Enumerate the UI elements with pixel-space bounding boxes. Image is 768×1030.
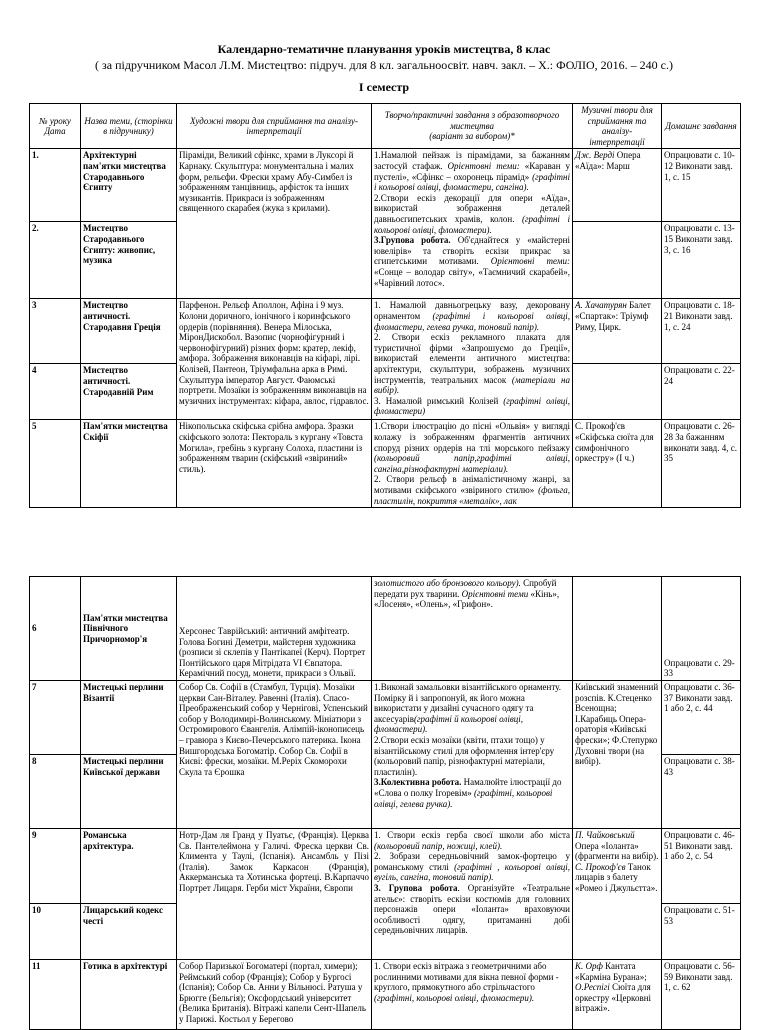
- task-themes-label: Орієнтовні теми:: [447, 160, 520, 171]
- lesson-theme: Лицарський кодекс честі: [81, 904, 177, 960]
- homework-cell: Опрацювати с. 36-37 Виконати завд. 1 або 2, с. 44: [662, 681, 741, 755]
- task-materials: (графітні й кольорові олівці, фломастери).: [374, 713, 524, 735]
- composer: П. Чайковський: [575, 830, 635, 840]
- tasks-cell: [372, 829, 573, 960]
- task-text: 1.Виконай замальовки візантійського орнаменту. Помірку й і запропонуй, як його можна використати у дизайні сучасного одягу та аксесуарів: [374, 682, 561, 724]
- header-music: Музичні твори для сприймання та аналізу-інтерпретації: [573, 104, 662, 149]
- homework-cell: Опрацювати с. 10-12 Виконати завд. 1, с. 15: [662, 149, 741, 222]
- tasks-cell: [372, 420, 573, 508]
- task-themes: «Караван у пустелі», «Сфінкс – охоронець пірамід»: [374, 160, 570, 182]
- lesson-theme: Романська архітектура.: [81, 829, 177, 904]
- homework-cell: Опрацювати с. 29-33: [662, 577, 741, 681]
- homework-cell: Опрацювати с. 26-28 За бажанням виконати завд. 4, с. 35: [662, 420, 741, 508]
- art-works-cell: Собор Св. Софії в (Стамбул, Турція). Мозаїки церкви Сан-Віталеу. Равенні (Італія). Спасо-Преображенський собор у Чернігові, Успенський собор у Володимирі-Волинському. Мініатюри з Остромирового Євангелія. Алімпій-іконописець – гравюра з Києво-Печерського патерика. Ікона Вишгородська Богоматір. Собор Св. Софії в Києві: фрески, мозаїки. М.Реріх Скоморохи Скула та Єрошка: [177, 681, 372, 829]
- task-themes-label: Орієнтовні теми:: [490, 256, 570, 267]
- task-text: 2. Створи рельєф в анімалістичному жанрі, за мотивами скіфського «звіриного стилю»: [374, 474, 570, 495]
- task-text: 2. Створи ескіз рекламного плаката для туристичної фірми «Запрошуємо до Греції», використай елементи античного мистецтва: архітектури, скульптури, зображень музичних інструментів, театральних масок: [374, 332, 570, 385]
- task-materials: (фольга, пластилін, покриття «металік», лак: [374, 484, 570, 506]
- homework-cell: Опрацювати с. 56-59 Виконати завд. 1, с. 62: [662, 960, 741, 1030]
- lesson-number: 7: [30, 681, 81, 755]
- task-text: 1.Створи ілюстрацію до пісні «Ольвія» у вигляді колажу із зображенням фрагментів античних споруд різних ордерів на тлі морського пейзажу: [374, 421, 570, 453]
- music-work: Танок лицарів з балету «Ромео і Джульєтта».: [575, 861, 658, 893]
- task-text: 2.Створи ескіз мозаїки (квіти, птахи тощо) у візантійському стилі для оформлення інтер'єру (кольоровий папір, різнофактурні матеріали, пластилін).: [374, 734, 555, 777]
- table-row: [30, 299, 741, 364]
- composer: А. Хачатурян: [575, 300, 627, 311]
- task-text: 2. Зобрази середньовічний замок-фортецю у романському стилі: [374, 851, 570, 872]
- task-materials: (графітні і кольорові олівці, фломастери, сангіна).: [374, 171, 570, 193]
- art-works-cell: Нотр-Дам ля Гранд у Пуатьє, (Франція). Церква Св. Пантелеймона у Галичі. Фреска церкви Св. Климента у Таулі, (Іспанія). Ансамбль у Пізі (Італія). Замок Каркасон (Франція), Аккерманська та Хотинська фортеці. В.Карпаччо Портрет Лицаря. Герби міст України, Європи: [177, 829, 372, 960]
- tasks-cell: [372, 149, 573, 299]
- task-materials: (графітні олівці, фломастери): [374, 395, 570, 417]
- lesson-number: 4: [30, 364, 81, 420]
- lesson-number: 2.: [30, 222, 81, 299]
- task-materials: (графітні і кольорові олівці, фломастери).: [374, 213, 570, 235]
- music-work: Балет «Спартак»: Тріумф Риму, Цирк.: [575, 300, 651, 332]
- music-work: Опера «Іоланта» (фрагменти на вибір).: [575, 840, 659, 862]
- table-row: [30, 681, 741, 755]
- composer: К. Орф: [575, 961, 603, 971]
- homework-cell: Опрацювати с. 51-53: [662, 904, 741, 960]
- homework-cell: Опрацювати с. 13-15 Виконати завд. 3, с. 16: [662, 222, 741, 299]
- lesson-theme: Мистецтво античності. Стародавня Греція: [81, 299, 177, 364]
- task-text: Намалюйте ілюстрації до «Слова о полку Ігоревім»: [374, 777, 562, 798]
- composer: О.Респігі: [575, 982, 610, 993]
- tasks-cell: [372, 299, 573, 420]
- lesson-theme: Мистецтво античності. Стародавній Рим: [81, 364, 177, 420]
- semester-heading: І семестр: [358, 80, 410, 94]
- header-num: № уроку Дата: [30, 104, 81, 149]
- plan-table-page-1: [29, 103, 741, 508]
- homework-cell: Опрацювати с. 46-51 Виконати завд. 1 або 2, с. 54: [662, 829, 741, 904]
- lesson-number: 6: [30, 577, 81, 681]
- art-works-cell: Парфенон. Рельєф Аполлон, Афіна і 9 муз. Колони доричного, іонічного і коринфського ордерів (порівняння). Венера Мілоська, МіронДискобол. Вазопис (чорнофігурний і червонофігурний) різних форм: кратер, лекіф, амфора. Зображення виконавців на кіфарі, лірі. Колізей, Пантеон, Тріумфальна арка в Римі. Скульптура імператор Август. Фаюмські портрети. Мозаїки із зображенням виконавців на музичних інструментах: кіфара, авлос, гідравлос.: [177, 299, 372, 420]
- header-tasks-variant: (варіант за вибором)*: [429, 131, 515, 142]
- lesson-number: 1.: [30, 149, 81, 222]
- table-row: [30, 420, 741, 508]
- music-cell: [573, 364, 662, 420]
- art-works-cell: Нікопольська скіфська срібна амфора. Зразки скіфського золота: Пектораль з кургану «Товста Могила», гребінь з кургану Солоха, пластини із зображенням тварин (скіфський «звіриний» стиль).: [177, 420, 372, 508]
- header-tasks: [372, 104, 573, 149]
- task-themes: «Кінь», «Лосеня», «Олень», «Грифон».: [374, 588, 560, 610]
- task-text: 1. Намалюй давньогрецьку вазу, декоровану орнаментом: [374, 300, 570, 321]
- table-row: [30, 149, 741, 222]
- task-group-label: 3.Групова робота.: [374, 235, 451, 246]
- page-title: Календарно-тематичне планування уроків мистецтва, 8 клас: [217, 42, 551, 56]
- tasks-cell: [372, 681, 573, 829]
- task-materials: (графітні і кольорові олівці, фломастери, гелева ручка, тоновий папір).: [374, 310, 570, 332]
- task-themes: «Сонце – володар світу», «Таємничий скарабей», «Чарівний лотос».: [374, 266, 570, 288]
- music-cell: [573, 299, 662, 364]
- music-cell: [573, 960, 662, 1030]
- task-materials: (кольоровий папір,графітні олівці, сангіна,різнофактурні матеріали).: [374, 453, 570, 474]
- header-art: Художні твори для сприймання та аналізу-інтерпретації: [177, 104, 372, 149]
- lesson-number: 9: [30, 829, 81, 904]
- task-materials: (кольоровий папір, ножиці, клей).: [374, 840, 503, 851]
- task-text: 1. Створи ескіз герба своєї школи або міста: [374, 830, 570, 840]
- task-materials: (графітні, кольорові олівці, гелева ручка).: [374, 787, 553, 809]
- lesson-theme: Готика в архітектурі: [81, 960, 177, 1030]
- task-text: 2.Створи ескіз декорації для опери «Аїда», використай зображення деталей давньоєгипетських храмів, колон.: [374, 192, 570, 224]
- task-text: . Організуйте «Театральне ательє»: створіть ескізи костюмів для головних персонажів опери «Іоланта» враховуючи особливості одягу, притаманні добі середньовічних лицарів.: [374, 882, 570, 936]
- art-works-cell: Собор Паризької Богоматері (портал, химери); Реймський собор (Франція); Собор у Бургосі (Іспанія); Собор Св. Анни у Вільнюсі. Ратуша у Брюгге (Бельгія); Оксфордський університет (Велика Британія). Вітражі капели Сент-Шапель у Парижі. Костьол у Берегово: [177, 960, 372, 1030]
- lesson-theme: Мистецькі перлини Київської держави: [81, 755, 177, 829]
- lesson-number: 3: [30, 299, 81, 364]
- music-cell: С. Прокоф'єв «Скіфська сюїта для симфонічного оркестру» (І ч.): [573, 420, 662, 508]
- page-subtitle: ( за підручником Масол Л.М. Мистецтво: підруч. для 8 кл. загальноосвіт. навч. закл. – Х.: ФОЛІО, 2016. – 240 с.): [95, 58, 673, 72]
- music-cell: [573, 829, 662, 960]
- lesson-theme: Мистецтво Стародавнього Єгипту: живопис, музика: [81, 222, 177, 299]
- music-cell: [573, 577, 662, 681]
- task-text: 1. Створи ескіз вітража з геометричними або рослинними мотивами для вікна певної форми - круглого, прямокутного або стрільчастого: [374, 961, 559, 993]
- lesson-number: 5: [30, 420, 81, 508]
- music-work: Кантата «Карміна Бурана»;: [575, 961, 647, 982]
- music-cell: [573, 149, 662, 222]
- lesson-theme: Пам'ятки мистецтва Північного Причорномор'я: [81, 577, 177, 681]
- lesson-theme: Архітектурні пам'ятки мистецтва Стародавнього Єгипту: [81, 149, 177, 222]
- music-cell: [573, 222, 662, 299]
- music-cell: Київський знаменний розспів. К.Стеценко Всенощна; І.Карабиць Опера-ораторія «Київські фрески»; Ф.Степурко Духовні твори (на вибір).: [573, 681, 662, 829]
- homework-cell: Опрацювати с. 22-24: [662, 364, 741, 420]
- table-row: [30, 829, 741, 904]
- plan-table-page-2: [29, 576, 741, 1030]
- task-text: 1.Намалюй пейзаж із пірамідами, за бажанням застосуй стафаж.: [374, 150, 570, 171]
- homework-cell: Опрацювати с. 38-43: [662, 755, 741, 829]
- table-row: [30, 577, 741, 681]
- task-materials: (графітні , кольорові олівці, вугіль, сангіна, тоновий папір).: [374, 861, 570, 883]
- lesson-number: 10: [30, 904, 81, 960]
- task-materials: (графітні, кольорові олівці, фломастери).: [374, 992, 535, 1003]
- task-text: Спробуй передати рух тварини.: [374, 578, 557, 599]
- lesson-theme: Мистецькі перлини Візантії: [81, 681, 177, 755]
- task-themes-label: Орієнтовні теми: [461, 588, 529, 599]
- lesson-theme: Пам'ятки мистецтва Скіфії: [81, 420, 177, 508]
- lesson-number: 8: [30, 755, 81, 829]
- tasks-cell: [372, 960, 573, 1030]
- task-text: Об'єднайтеся у «майстерні ювелірів» та створіть ескізи прикрас за єгипетськими мотивами.: [374, 235, 570, 267]
- music-work: Опера «Аїда»: Марш: [575, 150, 641, 171]
- task-materials: золотистого або бронзового кольору).: [374, 578, 521, 588]
- homework-cell: Опрацювати с. 18-21 Виконати завд. 1, с. 24: [662, 299, 741, 364]
- header-theme: Назва теми, (сторінки в підручнику): [81, 104, 177, 149]
- composer: Дж. Верді: [575, 150, 615, 161]
- tasks-cell: [372, 577, 573, 681]
- task-materials: (матеріали на вибір).: [374, 374, 570, 396]
- task-group-label: 3.Колективна робота.: [374, 777, 462, 788]
- lesson-number: 11: [30, 960, 81, 1030]
- art-works-cell: Піраміди, Великий сфінкс, храми в Луксорі й Карнаку. Скульптура: монументальна і малих форм, рельєфи. Фрески храму Абу-Симбел із зображенням танцівниць, арфісток та інших музикантів. Прикраси із зображенням священного скарабея (жука з крилами).: [177, 149, 372, 299]
- header-home: Домашнє завдання: [662, 104, 741, 149]
- task-group-label: 3. Групова робота: [374, 882, 458, 893]
- art-works-cell: Херсонес Таврійський: античний амфітеатр. Голова Богині Деметри, майстерня художника (розписи зі склепів у Пантікапеї (Керч). Портрет Понтійського царя Мітрідата VI Євпатора. Керамічний посуд, монети, прикраси з Ольвії.: [177, 577, 372, 681]
- table-row: [30, 960, 741, 1030]
- composer: С. Прокоф'єв: [575, 861, 626, 872]
- header-tasks-main: Творчо/практичні завдання з образотворчого мистецтва: [384, 110, 560, 131]
- task-text: 3. Намалюй римський Колізей: [374, 395, 504, 406]
- music-work: Сюїта для оркестру «Церковні вітражі».: [575, 982, 652, 1014]
- table-header-row: [30, 104, 741, 149]
